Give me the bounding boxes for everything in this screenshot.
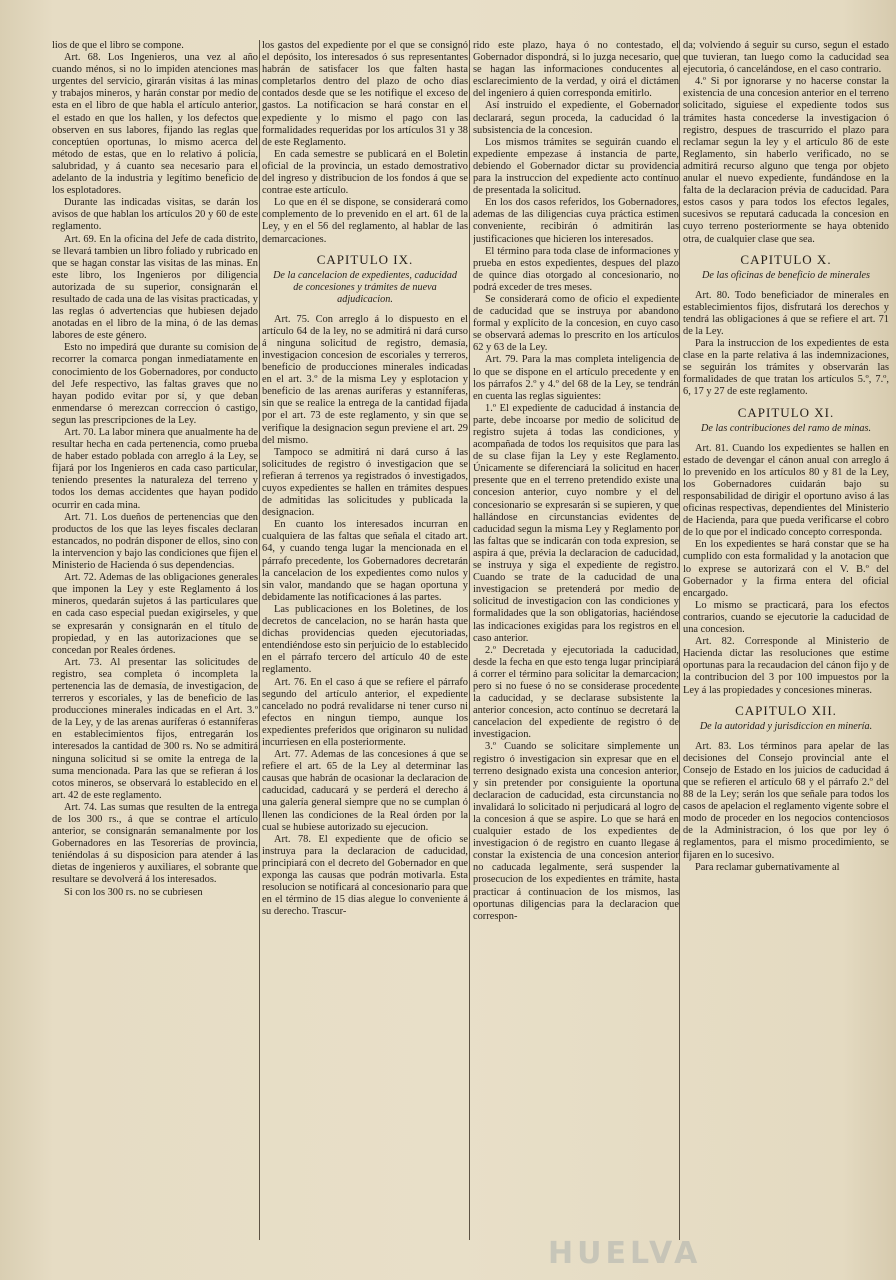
article-paragraph: Durante las indicadas visitas, se darán los avisos de que hablan los artículos 20 y 60 de este reglamento. [52, 197, 258, 233]
article-paragraph: Si con los 300 rs. no se cubriesen [64, 886, 203, 898]
article-paragraph: Así instruido el expediente, el Gobernador declarará, segun proceda, la caducidad ó la subsistencia de la concesion. [473, 100, 679, 136]
column-rule [259, 40, 260, 1240]
article-paragraph: Lo mismo se practicará, para los efectos contrarios, cuando se ejecutorie la caducidad de una concesion. [683, 599, 889, 636]
article-paragraph: Art. 80. Todo beneficiador de minerales en establecimientos fijos, disfrutará los derechos y tendrá las obligaciones á que se refiere el art. 71 de la Ley. [683, 289, 889, 337]
article-paragraph: Art. 69. En la oficina del Jefe de cada distrito, se llevará tambien un libro foliado y rubricado en que se hagan constar las visitas de las minas. En este libro, los Ingenieros por diligencia autorizada de su superior, consignarán el resultado de cada una de las visitas practicadas, y las reglas ó advertencias que hubiesen dejado anotadas en el libro de la mina, ó de las demas labores de este género. [52, 233, 258, 342]
article-paragraph: 4.º Si por ignorarse y no hacerse constar la existencia de una concesion anterior en el terreno solicitado, siguiese el expediente todos sus trámites hasta concederse la investigacion ó registro, despues de trascurrido el plazo para reclamar segun la ley y el artículo 86 de este Reglamento, sin haberlo verificado, no se admitirá recurso alguno que tenga por objeto anular el nuevo expediente, fundándose en la falta de la declaracion prévia de caducidad. Para estos casos y para todos los efectos legales, sucesivos se reputará caducada la concesion en cuyo terreno posteriormente se haya obtenido otra, de cualquier clase que sea. [683, 76, 889, 245]
chapter-heading: CAPITULO X. [740, 251, 832, 267]
article-paragraph: Lo que en él se dispone, se considerará como complemento de lo prevenido en el art. 61 de la Ley, y en el 56 del reglamento, al hablar de las demarcaciones. [262, 197, 468, 245]
chapter-subtitle: De la autoridad y jurisdiccion en minería. [699, 720, 873, 732]
article-paragraph: Art. 81. Cuando los expedientes se hallen en estado de devengar el cánon anual con arreglo á lo prevenido en los artículos 80 y 81 de la Ley, los Gobernadores cuidarán bajo su responsabilidad de dirigir el oportuno aviso á las oficinas respectivas, dependientes del Ministerio de Hacienda, para que pueda verificarse el cobro de lo que por el indicado concepto corresponda. [683, 442, 889, 539]
article-paragraph: Art. 77. Ademas de las concesiones á que se refiere el art. 65 de la Ley al determinar las causas que habrán de ocasionar la declaracion de caducidad, caducará y se perderá el derecho á una galería general siempre que no se cumplan ó llenen las condiciones de la Real órden por la cual se hubiese autorizado su ejecucion. [262, 749, 468, 833]
article-paragraph: En cada semestre se publicará en el Boletin oficial de la provincia, un estado demostrativo del ingreso y distribucion de los fondos á que se contrae este artículo. [262, 148, 468, 197]
text-column-3 [473, 40, 679, 1262]
article-paragraph: Para reclamar gubernativamente al [695, 861, 840, 873]
chapter-subtitle: De la cancelacion de expedientes, caducidad de concesiones y trámites de nueva adjudicacion. [273, 269, 457, 305]
article-paragraph: Se considerará como de oficio el expediente de caducidad que se instruya por abandono formal y explícito de la concesion, en cuyo caso se observará ademas lo prescrito en los artículos 62 y 63 de la Ley. [473, 293, 679, 354]
article-paragraph: Art. 82. Corresponde al Ministerio de Hacienda dictar las resoluciones que estime oportunas para la recaudacion del cánon fijo y de la contribucion del 3 por 100 impuestos por la Ley á las propiedades y concesiones mineras. [683, 636, 889, 696]
chapter-heading: CAPITULO XII. [735, 702, 837, 718]
article-paragraph: Art. 76. En el caso á que se refiere el párrafo segundo del artículo anterior, el expediente cancelado no podrá revalidarse ni tener curso ni efectos en ningun tiempo, aunque los expedientes preferidos que originaron su nulidad incurriesen en ella posteriormente. [262, 676, 468, 748]
article-paragraph: lios de que el libro se compone. [52, 40, 184, 51]
article-paragraph: El término para toda clase de informaciones y prueba en estos expedientes, despues del plazo de quince dias otorgado al concesionario, no podrá exceder de tres meses. [473, 245, 679, 293]
article-paragraph: En cuanto los interesados incurran en cualquiera de las faltas que señala el citado art. 64, y cuando tenga lugar la mencionada en el párrafo precedente, los Gobernadores decretarán la cancelacion de los expedientes como nulos y sin valor, mandando que se hagan oportuna y debidamente las notificaciones á las partes. [262, 519, 468, 603]
article-paragraph: Art. 70. La labor minera que anualmente ha de resultar hecha en cada pertenencia, como prueba de haber estado poblada con arreglo á la Ley, se fijará por los Ingenieros en cada caso particular, teniendo presentes la naturaleza del terreno y todos los demas accidentes que hayan podido ocurrir en cada mina. [52, 427, 258, 511]
archive-watermark: HUELVA [548, 1236, 702, 1271]
article-paragraph: Art. 74. Las sumas que resulten de la entrega de los 300 rs., á que se contrae el artículo anterior, se consignarán semanalmente por los Gobernadores en las Tesorerías de provincia, teniéndolas á su disposicion para atender á las dietas de ingenieros y auxiliares, el sobrante que resultare se devolverá á los interesados. [52, 801, 258, 886]
article-paragraph: Las publicaciones en los Boletines, de los decretos de cancelacion, no se harán hasta que dichas providencias queden ejecutoriadas, entendiéndose esto sin perjuicio de lo establecido en el párrafo tercero del artículo 40 de este reglamento. [262, 603, 468, 676]
article-paragraph: Art. 73. Al presentar las solicitudes de registro, sea completa ó incompleta la pertenencia las de demasía, de investigacion, de terreros y escoriales, y las de beneficio de las producciones minerales indicadas en el Art. 3.º de la Ley, y de las arenas auríferas ó estanníferas en establecimientos fijos, entregarán los interesados la cantidad de 300 rs. No se admitirá ninguna solicitud si se omite la entrega de la suma mencionada. Para las que se refieran á los cotos mineros, se observará lo establecido en el art. 42 de este reglamento. [52, 656, 258, 801]
article-paragraph: Art. 79. Para la mas completa inteligencia de lo que se dispone en el artículo precedente y en los párrafos 2.º y 4.º del 68 de la Ley, se tendrán en cuenta las reglas siguientes: [473, 354, 679, 402]
article-paragraph: 3.º Cuando se solicitare simplemente un registro ó investigacion sin expresar que en el terreno designado exista una concesion anterior, y sin pretender por consiguiente la oportuna declaracion de caducidad, esta circunstancia no invalidará lo solicitado ni perjudicará al logro de la concesion á que se aspire. Lo que se hará en cualquier estado de los expedientes de investigacion ó de registro en cuanto llegase á constar la existencia de una concesion anterior no caducada legalmente, será suspender la prosecucion de los expedientes en trámite, hasta practicar á continuacion de los mismos, las oportunas diligencias para la declaracion que correspon- [473, 741, 679, 922]
article-paragraph: Art. 75. Con arreglo á lo dispuesto en el artículo 64 de la ley, no se admitirá ni dará curso á ninguna solicitud de registro, demasía, investigacion concesion de escoriales y terreros, beneficio de producciones minerales indicadas en el art. 3.º de la misma Ley y esplotacion y beneficio de las arenas auríferas y estanníferas, sin que se realice la entrega de la cantidad fijada por el art. 73 de este reglamento, y sin que se verifique la designacion segun previene el art. 29 del mismo. [262, 313, 468, 446]
article-paragraph: Art. 72. Ademas de las obligaciones generales que imponen la Ley y este Reglamento á los mineros, quedarán sujetos á las particulares que en cada caso especial puedan exigirseles, y que se expresarán y consignarán en el título de propiedad, y en las autorizaciones que se concedan por Reales órdenes. [52, 572, 258, 656]
article-paragraph: Art. 78. El expediente que de oficio se instruya para la declaracion de caducidad, principiará con el decreto del Gobernador en que exponga las causas que podrán motivarla. Esta resolucion se notificará al concesionario para que en el término de 15 dias alegue lo conveniente á su derecho. Trascur- [262, 833, 468, 918]
chapter-heading: CAPITULO XI. [737, 404, 835, 420]
article-paragraph: En los dos casos referidos, los Gobernadores, ademas de las diligencias cuya práctica estimen conveniente, recibirán ó admitirán las justificaciones que hicieren los interesados. [473, 197, 679, 245]
article-paragraph: En los expedientes se hará constar que se ha cumplido con esta formalidad y la anotacion que lo exprese se autorizará con el V. B.º del Gobernador y la firma entera del oficial encargado. [683, 539, 889, 599]
article-paragraph: Art. 71. Los dueños de pertenencias que den productos de los que las leyes fiscales declaran estancados, no podrán disponer de ellos, sino con la intervencion y bajo las condiciones que fijen el Ministerio de Hacienda ó sus dependencias. [52, 511, 258, 572]
article-paragraph: da; volviendo á seguir su curso, segun el estado que tuvieran, tan luego como la caducidad sea ejecutoria, ó cancelándose, en el caso contrario. [683, 40, 889, 76]
chapter-subtitle: De las oficinas de beneficio de minerales [701, 269, 871, 281]
article-paragraph: rido este plazo, haya ó no contestado, el Gobernador dispondrá, si lo juzga necesario, que se hagan las informaciones conducentes al esclarecimiento de la verdad, y oirá el dictámen del ingeniero á quien corresponda emitirlo. [473, 40, 679, 100]
article-paragraph: Para la instruccion de los expedientes de esta clase en la parte relativa á las indemnizaciones, se seguirán los trámites y observarán las formalidades de que tratan los artículos 5.º, 7.º, 6, 17 y 27 de este reglamento. [683, 338, 889, 398]
column-rule [469, 40, 470, 1240]
article-paragraph: Art. 83. Los términos para apelar de las decisiones del Consejo provincial ante el Consejo de Estado en los juicios de caducidad á que se refieren el artículo 68 y el párrafo 2.º del 88 de la Ley; serán los que señale para todos los casos de apelacion el reglamento vigente sobre el modo de proceder en los negocios contenciosos de la Administracion, ó los que por ley ó reglamentos, para el mismo procedimiento, se fijaren en lo sucesivo. [683, 740, 889, 861]
column-rule [679, 40, 680, 1240]
text-column-2 [262, 40, 468, 1262]
article-paragraph: 1.º El expediente de caducidad á instancia de parte, debe incoarse por medio de solicitud de registro sujeta á todas las condiciones, y acompañada de todos los requisitos que para las de su clase fijan la Ley y este Reglamento. Únicamente se diferenciará la solicitud en hacer presente que en el terreno pretendido existe una concesion anterior, cuyo nombre y el del concesionario se expresarán si se supieren, y que hallándose en circunstancias evidentes de caducidad segun la misma Ley y Reglamento por las faltas que se indicarán con toda expresion, se aspira á que, prévia la declaracion de caducidad, se instruya y siga el expediente de registro. Cuando se trate de la caducidad de una investigacion se pretenderá por medio de solicitud de investigacion con las condiciones y formalidades que la son obligatorias, haciéndose las indicaciones exigidas para los registros en el caso anterior. [473, 402, 679, 644]
article-paragraph: los gastos del expediente por el que se consignó el depósito, los interesados ó sus representantes habrán de satisfacer los que falten hasta completarlos dentro del plazo de ocho dias contados desde que se les notifique el exceso de gastos. La notificacion se hará constar en el expediente y lo mismo el pago con las formalidades requeridas por los artículos 31 y 38 de este Reglamento. [262, 40, 468, 148]
article-paragraph: Los mismos trámites se seguirán cuando el expediente empezase á instancia de parte, debiendo el Gobernador dictar su providencia para la instruccion del expediente acto contínuo de presentada la solicitud. [473, 136, 679, 197]
article-paragraph: Art. 68. Los Ingenieros, una vez al año cuando ménos, si no lo impiden atenciones mas urgentes del servicio, girarán visitas á las minas y trabajos mineros, y harán constar por medio de esta en el libro de que habla el artículo anterior, el estado en que los hallen, y los defectos que observen en sus labores, fijando las reglas que conceptúen oportunas, lo mismo acerca del método de estas, que en lo relativo á policía, salubridad, y á cuanto sea necesario para el adelanto de la industria y legítimo beneficio de los esplotadores. [52, 52, 258, 197]
article-paragraph: Esto no impedirá que durante su comision de recorrer la comarca pongan inmediatamente en conocimiento de los Gobernadores, por conducto del Jefe respectivo, las faltas graves que no hayan podido evitar por sí, y que deban enmendarse ó merezcan correccion ó castigo, segun las prescripciones de la Ley. [52, 342, 258, 426]
article-paragraph: 2.º Decretada y ejecutoriada la caducidad, desde la fecha en que esto tenga lugar principiará á correr el término para solicitar la demarcacion; pero si no fuese ó no se considerase procedente la caducidad, y se declarase subsistente la anterior concesion, acto contínuo se decretará la cancelacion del expediente de registro ó de investigacion. [473, 644, 679, 741]
text-column-4 [683, 40, 889, 1262]
text-column-1 [52, 40, 258, 1262]
article-paragraph: Tampoco se admitirá ni dará curso á las solicitudes de registro ó investigacion que se refieran á terrenos ya registrados ó investigados, cuyos expedientes se hallen en trámites despues de admitidas las solicitudes y publicada la designacion. [262, 446, 468, 519]
chapter-heading: CAPITULO IX. [316, 251, 414, 267]
chapter-subtitle: De las contribuciones del ramo de minas. [700, 422, 872, 434]
